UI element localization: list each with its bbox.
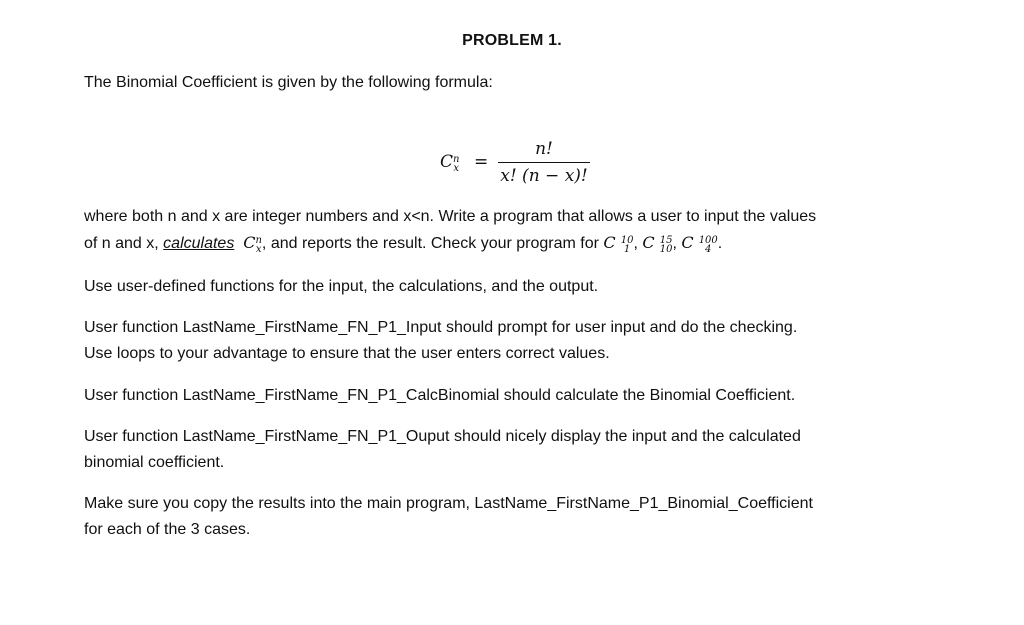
paragraph-output-function [84,424,954,476]
inline-binomial-symbol: C n x [243,233,262,255]
test-case-1: C 10 1 [603,233,634,255]
paragraph-definition [84,204,954,257]
formula-fraction [498,138,590,187]
paragraph-input-function [84,315,954,367]
paragraph-input-line1: User function LastName_FirstName_FN_P1_Input should prompt for user input and do the checking. [84,319,798,336]
formula-lhs: C n x [440,152,460,174]
paragraph-input-line2: Use loops to your advantage to ensure that the user enters correct values. [84,345,610,362]
paragraph-output-line2: binomial coefficient. [84,454,225,471]
paragraph-calc-function: User function LastName_FirstName_FN_P1_CalcBinomial should calculate the Binomial Coefficient. [84,387,796,404]
intro-text: The Binomial Coefficient is given by the following formula: [84,74,493,91]
calculates-word: calculates [163,235,235,252]
paragraph-definition-line1: where both n and x are integer numbers and x<n. Write a program that allows a user to input the values [84,208,817,225]
paragraph-definition-line2: of n and x, calculates C n x , and reports the result. Check your program for C 10 1 , C 15 10 , C 100 4 . [84,233,723,255]
paragraph-main-line2: for each of the 3 cases. [84,521,251,538]
paragraph-main-program [84,491,954,543]
problem-title: PROBLEM 1. [462,32,562,49]
fraction-bar [498,162,590,163]
paragraph-main-line1: Make sure you copy the results into the main program, LastName_FirstName_P1_Binomial_Coefficient [84,495,813,512]
test-case-3: C 100 4 [681,233,718,255]
formula-equals: = [474,152,489,172]
test-case-2: C 15 10 [642,233,673,255]
paragraph-functions: Use user-defined functions for the input, the calculations, and the output. [84,278,599,295]
formula-numerator: n! [535,139,553,159]
paragraph-output-line1: User function LastName_FirstName_FN_P1_Ouput should nicely display the input and the calculated [84,428,801,445]
formula-denominator: x! (n − x)! [500,166,588,186]
